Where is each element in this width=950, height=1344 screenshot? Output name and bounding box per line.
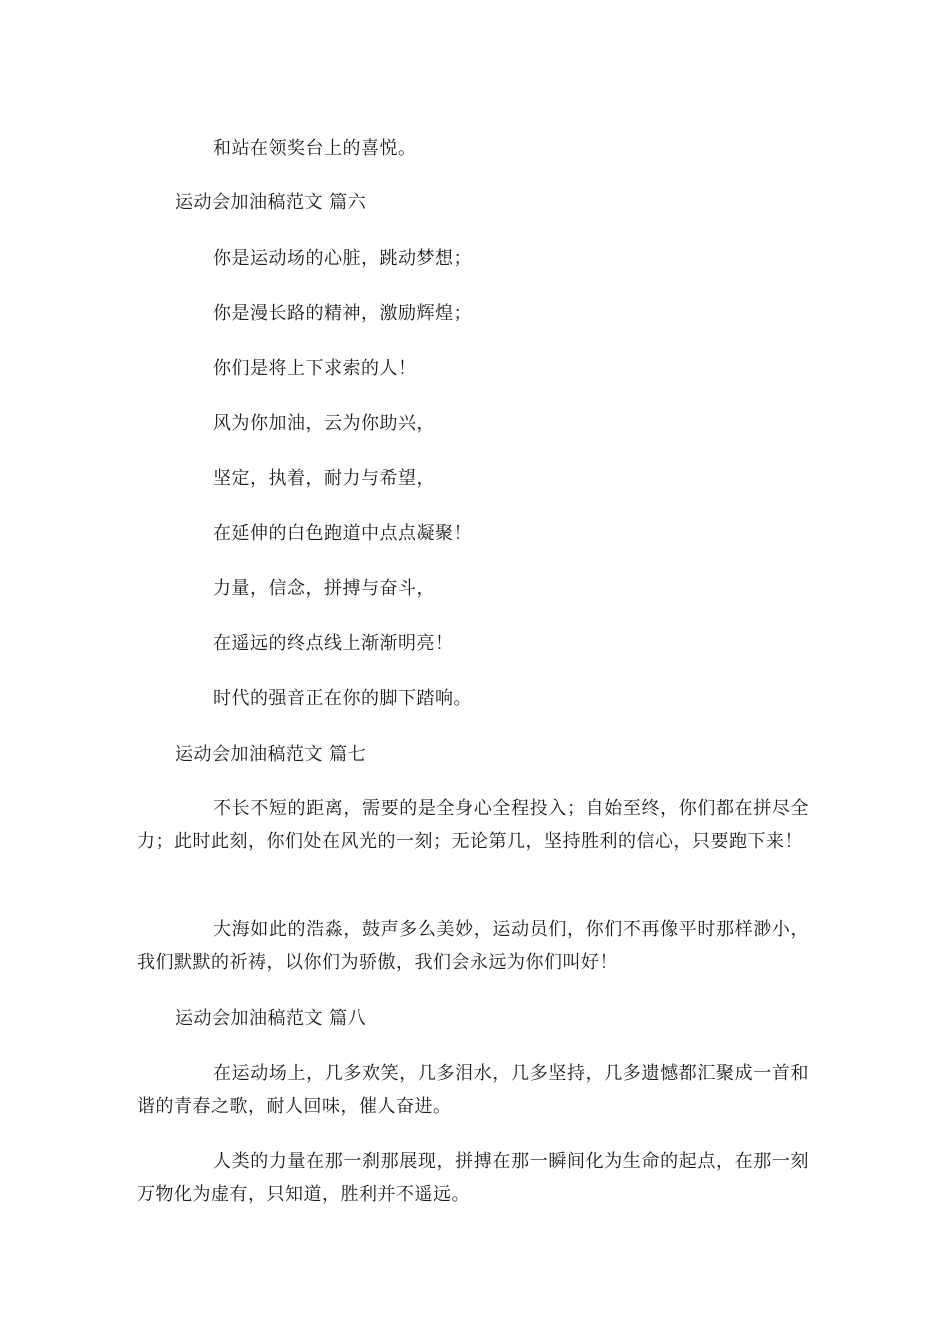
- poem-line: 在延伸的白色跑道中点点凝聚！: [213, 523, 472, 544]
- poem-line: 在遥远的终点线上渐渐明亮！: [213, 633, 454, 654]
- paragraph: 在运动场上，几多欢笑，几多泪水，几多坚持，几多遗憾都汇聚成一首和谐的青春之歌，耐人回味，催人奋进。: [137, 1063, 809, 1117]
- poem-line: 风为你加油，云为你助兴，: [213, 413, 435, 434]
- poem-line: 你们是将上下求索的人！: [213, 358, 417, 379]
- paragraph: 人类的力量在那一刹那展现，拼搏在那一瞬间化为生命的起点，在那一刻万物化为虚有，只知道，胜利并不遥远。: [137, 1151, 809, 1205]
- poem-line: 坚定，执着，耐力与希望，: [213, 468, 435, 489]
- section-heading-7: 运动会加油稿范文 篇七: [175, 744, 367, 765]
- poem-line: 你是运动场的心脏，跳动梦想；: [213, 248, 472, 269]
- section-heading-8: 运动会加油稿范文 篇八: [175, 1008, 367, 1029]
- section-heading-6: 运动会加油稿范文 篇六: [175, 192, 367, 213]
- text-line: 和站在领奖台上的喜悦。: [213, 138, 417, 159]
- poem-line: 时代的强音正在你的脚下踏响。: [213, 688, 472, 709]
- poem-line: 你是漫长路的精神，激励辉煌；: [213, 303, 472, 324]
- paragraph: 不长不短的距离，需要的是全身心全程投入；自始至终，你们都在拼尽全力；此时此刻，你们处在风光的一刻；无论第几，坚持胜利的信心，只要跑下来！: [137, 798, 809, 852]
- poem-line: 力量，信念，拼搏与奋斗，: [213, 578, 435, 599]
- paragraph: 大海如此的浩淼，鼓声多么美妙，运动员们，你们不再像平时那样渺小，我们默默的祈祷，以你们为骄傲，我们会永远为你们叫好！: [137, 919, 809, 973]
